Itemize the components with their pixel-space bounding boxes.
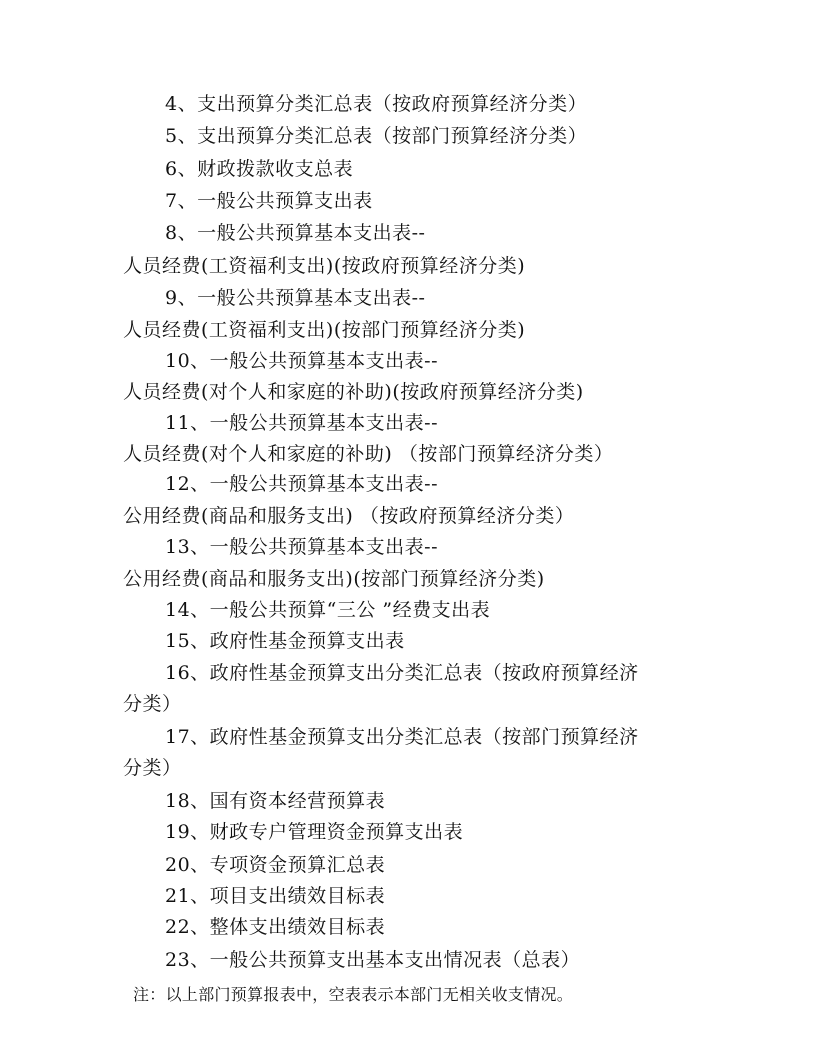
list-item-continuation: 人员经费(对个人和家庭的补助) （按部门预算经济分类） — [123, 443, 614, 465]
list-item: 22、整体支出绩效目标表 — [165, 916, 386, 938]
list-item-continuation: 公用经费(商品和服务支出) （按政府预算经济分类） — [123, 505, 575, 527]
list-item: 12、一般公共预算基本支出表-- — [165, 473, 439, 495]
list-item-continuation: 分类） — [123, 757, 182, 779]
list-item: 20、专项资金预算汇总表 — [165, 854, 386, 876]
list-item: 6、财政拨款收支总表 — [165, 158, 354, 180]
list-item: 15、政府性基金预算支出表 — [165, 630, 405, 652]
list-item: 14、一般公共预算“三公 ”经费支出表 — [165, 599, 491, 621]
list-item: 9、一般公共预算基本支出表-- — [165, 287, 426, 309]
list-item: 23、一般公共预算支出基本支出情况表（总表） — [165, 949, 581, 971]
list-item: 16、政府性基金预算支出分类汇总表（按政府预算经济 — [165, 662, 639, 684]
list-item: 18、国有资本经营预算表 — [165, 790, 386, 812]
list-item: 10、一般公共预算基本支出表-- — [165, 350, 439, 372]
list-item: 13、一般公共预算基本支出表-- — [165, 536, 439, 558]
footnote: 注：以上部门预算报表中，空表表示本部门无相关收支情况。 — [133, 985, 574, 1004]
list-item: 5、支出预算分类汇总表（按部门预算经济分类） — [165, 125, 588, 147]
list-item-continuation: 公用经费(商品和服务支出)(按部门预算经济分类) — [123, 568, 545, 590]
list-item: 4、支出预算分类汇总表（按政府预算经济分类） — [165, 93, 588, 115]
list-item-continuation: 人员经费(工资福利支出)(按政府预算经济分类) — [123, 255, 526, 277]
list-item-continuation: 人员经费(对个人和家庭的补助)(按政府预算经济分类) — [123, 381, 584, 403]
list-item: 8、一般公共预算基本支出表-- — [165, 222, 426, 244]
list-item: 7、一般公共预算支出表 — [165, 190, 373, 212]
list-item: 19、财政专户管理资金预算支出表 — [165, 821, 464, 843]
list-item: 11、一般公共预算基本支出表-- — [165, 412, 439, 434]
list-item-continuation: 分类） — [123, 693, 182, 715]
list-item: 17、政府性基金预算支出分类汇总表（按部门预算经济 — [165, 726, 639, 748]
list-item: 21、项目支出绩效目标表 — [165, 885, 386, 907]
list-item-continuation: 人员经费(工资福利支出)(按部门预算经济分类) — [123, 319, 526, 341]
